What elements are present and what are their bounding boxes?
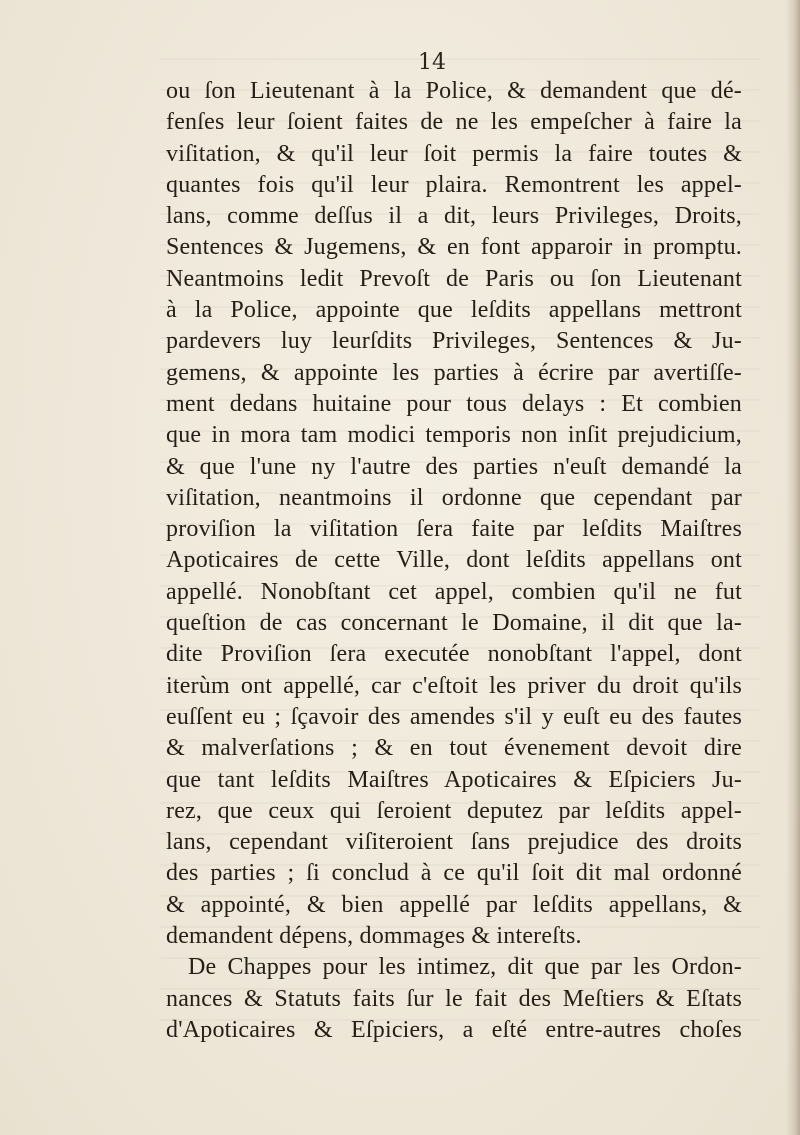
page-number: 14 bbox=[418, 50, 446, 75]
text-line: ou ſon Lieutenant à la Police, & demandent que dé- bbox=[166, 78, 742, 104]
text-line: fenſes leur ſoient faites de ne les empeſcher à faire la bbox=[166, 109, 742, 136]
body-text bbox=[166, 76, 742, 1046]
text-line: rez, que ceux qui ſeroient deputez par leſdits appel- bbox=[166, 797, 742, 824]
text-line: Neantmoins ledit Prevoſt de Paris ou ſon Lieutenant bbox=[166, 265, 742, 292]
text-line: à la Police, appointe que leſdits appellans mettront bbox=[166, 297, 742, 324]
text-line: iterùm ont appellé, car c'eſtoit les priver du droit qu'ils bbox=[166, 672, 742, 699]
text-line: gemens, & appointe les parties à écrire par avertiſſe- bbox=[166, 359, 742, 386]
text-line: pardevers luy leurſdits Privileges, Sentences & Ju- bbox=[166, 328, 742, 355]
text-line: lans, comme deſſus il a dit, leurs Privileges, Droits, bbox=[166, 203, 742, 230]
text-line: Apoticaires de cette Ville, dont leſdits appellans ont bbox=[166, 547, 742, 574]
text-line: euſſent eu ; ſçavoir des amendes s'il y euſt eu des fautes bbox=[166, 703, 742, 730]
text-line: que tant leſdits Maiſtres Apoticaires & Eſpiciers Ju- bbox=[166, 766, 742, 793]
text-line: proviſion la viſitation ſera faite par leſdits Maiſtres bbox=[166, 516, 742, 543]
text-line: que in mora tam modici temporis non inſit prejudicium, bbox=[166, 422, 742, 449]
text-line: & appointé, & bien appellé par leſdits appellans, & bbox=[166, 891, 742, 918]
text-line: des parties ; ſi conclud à ce qu'il ſoit dit mal ordonné bbox=[166, 860, 742, 887]
text-line: d'Apoticaires & Eſpiciers, a eſté entre-autres choſes bbox=[166, 1016, 742, 1043]
text-line: quantes fois qu'il leur plaira. Remontrent les appel- bbox=[166, 171, 742, 198]
text-line: queſtion de cas concernant le Domaine, il dit que la- bbox=[166, 610, 742, 637]
text-line: & que l'une ny l'autre des parties n'euſt demandé la bbox=[166, 453, 742, 480]
text-line: lans, cependant viſiteroient ſans prejudice des droits bbox=[166, 829, 742, 856]
text-line: demandent dépens, dommages & intereſts. bbox=[166, 923, 582, 950]
text-line: nances & Statuts faits ſur le fait des Meſtiers & Eſtats bbox=[166, 985, 742, 1012]
text-line: & malverſations ; & en tout évenement devoit dire bbox=[166, 735, 742, 762]
text-line: ment dedans huitaine pour tous delays : Et combien bbox=[166, 390, 742, 417]
page-edge-shadow bbox=[786, 0, 800, 1135]
text-line: viſitation, & qu'il leur ſoit permis la faire toutes & bbox=[166, 140, 742, 167]
text-line: Sentences & Jugemens, & en font apparoir in promptu. bbox=[166, 234, 742, 261]
text-line: dite Proviſion ſera executée nonobſtant l'appel, dont bbox=[166, 641, 742, 668]
text-line: De Chappes pour les intimez, dit que par les Ordon- bbox=[188, 954, 742, 981]
text-line: appellé. Nonobſtant cet appel, combien qu'il ne fut bbox=[166, 578, 742, 605]
text-line: viſitation, neantmoins il ordonne que cependant par bbox=[166, 484, 742, 511]
